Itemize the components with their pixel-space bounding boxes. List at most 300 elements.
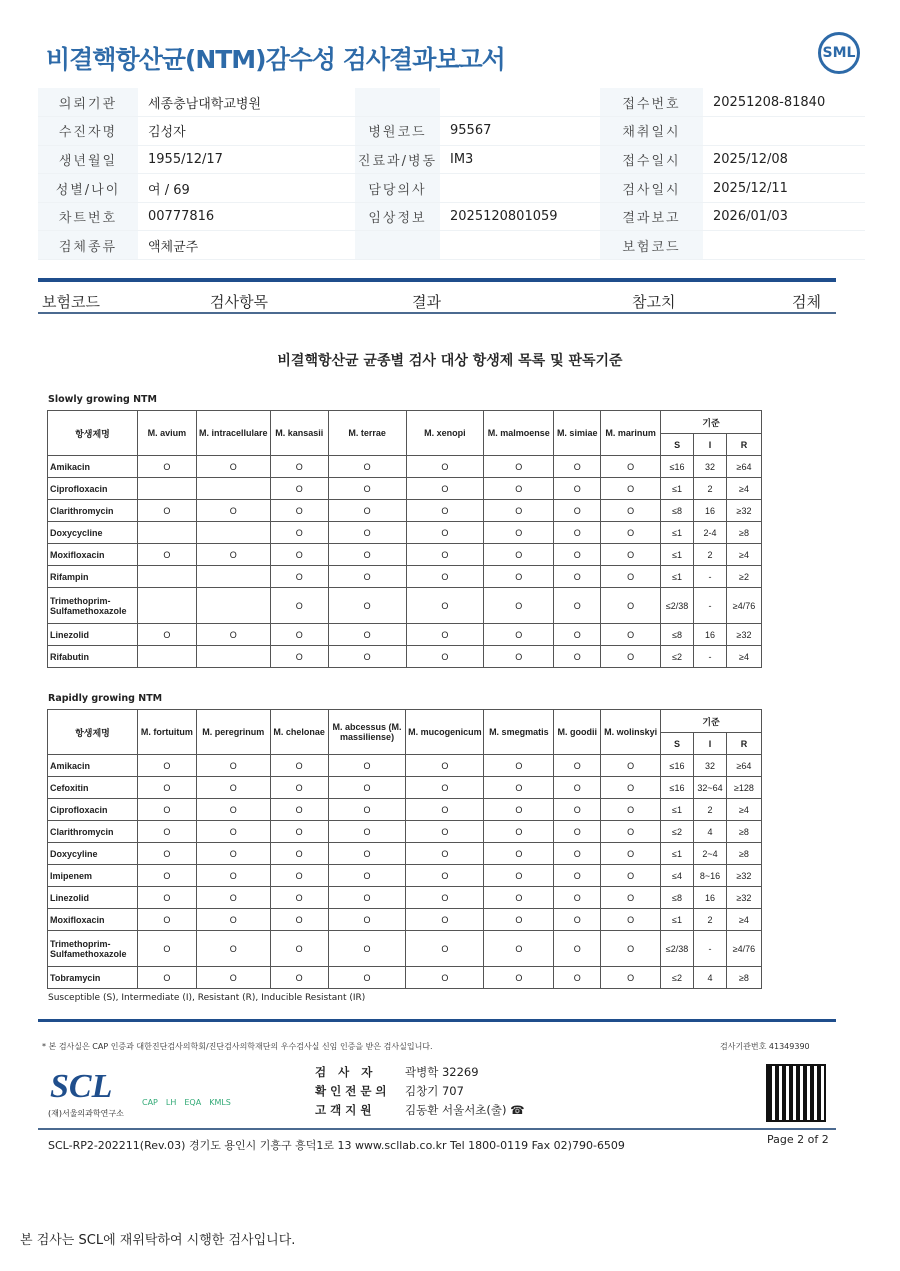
staff-label: 고객지원 — [315, 1103, 376, 1117]
species-header: M. mucogenicum — [406, 710, 484, 755]
header-result: 결과 — [412, 293, 441, 311]
test-mark — [137, 522, 196, 544]
antibiotic-name: Doxycyline — [48, 843, 138, 865]
test-mark: O — [554, 865, 601, 887]
breakpoint-s: ≤2 — [661, 967, 694, 989]
test-mark: O — [196, 544, 270, 566]
test-mark: O — [406, 843, 484, 865]
header-reference: 참고치 — [632, 293, 676, 311]
test-mark: O — [328, 522, 406, 544]
info-value: 20251208-81840 — [703, 88, 865, 117]
test-mark: O — [554, 478, 601, 500]
test-mark: O — [484, 588, 554, 624]
breakpoint-s: ≤16 — [661, 755, 694, 777]
test-mark: O — [137, 544, 196, 566]
antibiotic-name: Linezolid — [48, 887, 138, 909]
test-mark: O — [601, 799, 661, 821]
test-mark: O — [484, 500, 554, 522]
breakpoint-i: 2~4 — [693, 843, 726, 865]
breakpoint-i: 2 — [694, 478, 727, 500]
test-mark: O — [484, 755, 554, 777]
test-mark: O — [601, 522, 661, 544]
breakpoint-s: ≤1 — [661, 522, 694, 544]
test-mark: O — [270, 821, 328, 843]
test-mark: O — [601, 821, 661, 843]
info-value — [703, 231, 865, 260]
breakpoint-s: ≤1 — [661, 544, 694, 566]
rapid-caption: Rapidly growing NTM — [48, 693, 163, 704]
species-header: M. fortuitum — [137, 710, 196, 755]
test-mark: O — [554, 755, 601, 777]
breakpoint-r: ≥4 — [726, 799, 761, 821]
test-mark: O — [137, 624, 196, 646]
table-row — [48, 821, 762, 843]
breakpoint-r: ≥32 — [726, 887, 761, 909]
test-mark: O — [270, 624, 328, 646]
breakpoint-r: ≥2 — [726, 566, 761, 588]
breakpoint-i: 2 — [693, 909, 726, 931]
breakpoint-r: ≥128 — [726, 777, 761, 799]
breakpoint-i: 16 — [694, 500, 727, 522]
species-header: M. simiae — [554, 411, 601, 456]
test-mark: O — [270, 931, 328, 967]
info-value — [440, 88, 600, 117]
info-row — [38, 88, 865, 117]
test-mark: O — [328, 646, 406, 668]
cap-logo: CAP — [142, 1098, 158, 1107]
staff-value: 김동환 서울서초(출) ☎ — [405, 1103, 525, 1117]
test-mark: O — [601, 500, 661, 522]
test-mark: O — [406, 821, 484, 843]
lab-number: 검사기관번호 41349390 — [720, 1042, 810, 1051]
sir-header: S — [661, 733, 694, 755]
test-mark: O — [196, 843, 270, 865]
test-mark: O — [270, 755, 328, 777]
breakpoint-i: 16 — [694, 624, 727, 646]
antibiotic-name: Doxycycline — [48, 522, 138, 544]
test-mark: O — [554, 588, 601, 624]
test-mark: O — [137, 843, 196, 865]
qr-code — [768, 1066, 824, 1120]
test-mark: O — [554, 887, 601, 909]
test-mark: O — [484, 909, 554, 931]
legend-note: Susceptible (S), Intermediate (I), Resistant (R), Inducible Resistant (IR) — [48, 993, 366, 1003]
breakpoint-i: 4 — [693, 821, 726, 843]
info-label: 의뢰기관 — [38, 88, 138, 117]
staff-value: 곽병학 32269 — [405, 1065, 479, 1079]
breakpoint-r: ≥64 — [726, 456, 761, 478]
table-row — [48, 588, 762, 624]
test-mark: O — [406, 777, 484, 799]
info-label: 담당의사 — [355, 174, 440, 203]
info-value: 2025/12/08 — [703, 145, 865, 174]
breakpoint-i: 32~64 — [693, 777, 726, 799]
species-header: M. terrae — [328, 411, 406, 456]
test-mark — [137, 588, 196, 624]
antibiotic-name: Moxifloxacin — [48, 544, 138, 566]
test-mark: O — [328, 755, 406, 777]
test-mark: O — [554, 967, 601, 989]
breakpoint-s: ≤8 — [661, 500, 694, 522]
breakpoint-s: ≤8 — [661, 887, 694, 909]
test-mark: O — [406, 755, 484, 777]
test-mark: O — [196, 755, 270, 777]
test-mark: O — [137, 500, 196, 522]
sir-header: I — [693, 733, 726, 755]
test-mark: O — [554, 500, 601, 522]
table-row — [48, 865, 762, 887]
info-value: 95567 — [440, 117, 600, 146]
report-title: 비결핵항산균(NTM)감수성 검사결과보고서 — [46, 45, 505, 74]
test-mark: O — [270, 522, 328, 544]
test-mark: O — [484, 821, 554, 843]
test-mark: O — [554, 522, 601, 544]
test-mark: O — [554, 931, 601, 967]
breakpoint-i: 32 — [694, 456, 727, 478]
test-mark: O — [484, 931, 554, 967]
table-row — [48, 931, 762, 967]
antibiotic-name: Trimethoprim-Sulfamethoxazole — [48, 588, 138, 624]
info-label: 검사일시 — [600, 174, 703, 203]
antibiotic-name: Cefoxitin — [48, 777, 138, 799]
test-mark: O — [484, 887, 554, 909]
breakpoint-s: ≤1 — [661, 843, 694, 865]
antibiotic-name: Amikacin — [48, 456, 138, 478]
test-mark — [137, 478, 196, 500]
certification-note: * 본 검사실은 CAP 인증과 대한진단검사의학회/진단검사의학재단의 우수검사실 신임 인증을 받은 검사실입니다. — [42, 1042, 433, 1051]
test-mark: O — [406, 624, 484, 646]
test-mark — [196, 566, 270, 588]
info-label: 접수번호 — [600, 88, 703, 117]
antibiotic-name: Tobramycin — [48, 967, 138, 989]
breakpoint-r: ≥8 — [726, 522, 761, 544]
table-row — [48, 566, 762, 588]
test-mark: O — [196, 456, 270, 478]
rapid-ntm-table — [47, 709, 762, 989]
test-mark: O — [328, 865, 406, 887]
info-row — [38, 231, 865, 260]
breakpoint-s: ≤2 — [661, 646, 694, 668]
species-header: M. avium — [137, 411, 196, 456]
test-mark: O — [554, 646, 601, 668]
breakpoint-i: - — [693, 931, 726, 967]
info-value: 1955/12/17 — [138, 145, 355, 174]
test-mark: O — [601, 544, 661, 566]
breakpoint-r: ≥4 — [726, 646, 761, 668]
breakpoint-s: ≤2/38 — [661, 588, 694, 624]
antibiotic-name: Imipenem — [48, 865, 138, 887]
test-mark: O — [484, 865, 554, 887]
info-value — [440, 231, 600, 260]
breakpoint-s: ≤16 — [661, 456, 694, 478]
info-label — [355, 231, 440, 260]
breakpoint-i: 16 — [693, 887, 726, 909]
divider — [38, 1128, 836, 1130]
table-row — [48, 843, 762, 865]
test-mark: O — [328, 456, 406, 478]
breakpoint-s: ≤2 — [661, 821, 694, 843]
divider — [38, 1019, 836, 1022]
test-mark: O — [484, 566, 554, 588]
info-label: 채취일시 — [600, 117, 703, 146]
breakpoint-r: ≥4 — [726, 909, 761, 931]
test-mark: O — [601, 646, 661, 668]
test-mark: O — [484, 843, 554, 865]
info-label: 보험코드 — [600, 231, 703, 260]
test-mark: O — [196, 821, 270, 843]
breakpoint-i: 8~16 — [693, 865, 726, 887]
table-row — [48, 646, 762, 668]
test-mark: O — [484, 967, 554, 989]
table-row — [48, 967, 762, 989]
test-mark: O — [270, 646, 328, 668]
test-mark: O — [601, 967, 661, 989]
test-mark: O — [406, 799, 484, 821]
test-mark: O — [196, 967, 270, 989]
test-mark: O — [137, 865, 196, 887]
species-header: M. peregrinum — [196, 710, 270, 755]
test-mark: O — [601, 887, 661, 909]
test-mark: O — [328, 967, 406, 989]
test-mark: O — [601, 931, 661, 967]
test-mark: O — [270, 843, 328, 865]
info-value — [440, 174, 600, 203]
test-mark: O — [196, 624, 270, 646]
info-row — [38, 202, 865, 231]
breakpoint-r: ≥4 — [726, 544, 761, 566]
result-header — [38, 290, 836, 314]
info-row — [38, 145, 865, 174]
test-mark: O — [328, 887, 406, 909]
test-mark: O — [196, 931, 270, 967]
header-code: 보험코드 — [42, 293, 100, 311]
table-row — [48, 500, 762, 522]
test-mark: O — [484, 522, 554, 544]
antibiotic-header: 항생제명 — [48, 411, 138, 456]
test-mark — [137, 646, 196, 668]
table-row — [48, 544, 762, 566]
test-mark: O — [406, 967, 484, 989]
info-row — [38, 117, 865, 146]
sir-header: I — [694, 434, 727, 456]
antibiotic-name: Clarithromycin — [48, 821, 138, 843]
test-mark: O — [137, 887, 196, 909]
scl-logo: SCL — [50, 1068, 113, 1105]
test-mark: O — [406, 456, 484, 478]
breakpoint-i: - — [694, 566, 727, 588]
info-value: 여 / 69 — [138, 174, 355, 203]
breakpoint-i: 2 — [694, 544, 727, 566]
breakpoint-s: ≤1 — [661, 566, 694, 588]
test-mark: O — [554, 909, 601, 931]
test-mark: O — [137, 821, 196, 843]
species-header: M. chelonae — [270, 710, 328, 755]
test-mark: O — [554, 624, 601, 646]
breakpoint-r: ≥4/76 — [726, 931, 761, 967]
info-value: 세종충남대학교병원 — [138, 88, 355, 117]
test-mark: O — [137, 909, 196, 931]
info-label: 진료과/병동 — [355, 145, 440, 174]
test-mark: O — [196, 500, 270, 522]
species-header: M. malmoense — [484, 411, 554, 456]
test-mark: O — [601, 777, 661, 799]
test-mark: O — [270, 478, 328, 500]
breakpoint-i: 32 — [693, 755, 726, 777]
test-mark: O — [406, 909, 484, 931]
accreditation-logos — [142, 1098, 231, 1107]
table-row — [48, 624, 762, 646]
test-mark: O — [137, 799, 196, 821]
species-header: M. abcessus (M. massiliense) — [328, 710, 406, 755]
breakpoint-s: ≤4 — [661, 865, 694, 887]
test-mark: O — [328, 544, 406, 566]
species-header: M. xenopi — [406, 411, 484, 456]
test-mark: O — [137, 777, 196, 799]
table-row — [48, 799, 762, 821]
info-value — [703, 117, 865, 146]
test-mark: O — [196, 887, 270, 909]
kmls-logo: KMLS — [209, 1098, 231, 1107]
breakpoint-r: ≥32 — [726, 865, 761, 887]
species-header: M. goodii — [554, 710, 601, 755]
page-number: Page 2 of 2 — [767, 1133, 829, 1146]
breakpoint-s: ≤8 — [661, 624, 694, 646]
breakpoint-i: - — [694, 588, 727, 624]
test-mark: O — [484, 544, 554, 566]
test-mark: O — [554, 821, 601, 843]
scl-name: (재)서울의과학연구소 — [48, 1109, 124, 1118]
info-label: 임상정보 — [355, 202, 440, 231]
test-mark: O — [328, 588, 406, 624]
info-value: 2026/01/03 — [703, 202, 865, 231]
info-value: 김성자 — [138, 117, 355, 146]
species-header: M. smegmatis — [484, 710, 554, 755]
test-mark: O — [554, 777, 601, 799]
test-mark: O — [601, 865, 661, 887]
test-mark: O — [328, 843, 406, 865]
criteria-header: 기준 — [661, 710, 762, 733]
test-mark: O — [406, 588, 484, 624]
test-mark: O — [328, 478, 406, 500]
test-mark: O — [406, 478, 484, 500]
breakpoint-i: - — [694, 646, 727, 668]
test-mark: O — [137, 967, 196, 989]
test-mark: O — [484, 646, 554, 668]
breakpoint-s: ≤1 — [661, 478, 694, 500]
table-row — [48, 777, 762, 799]
info-value: IM3 — [440, 145, 600, 174]
table-row — [48, 522, 762, 544]
info-label: 결과보고 — [600, 202, 703, 231]
info-label: 차트번호 — [38, 202, 138, 231]
breakpoint-r: ≥4 — [726, 478, 761, 500]
test-mark: O — [270, 865, 328, 887]
test-mark: O — [484, 478, 554, 500]
test-mark: O — [328, 566, 406, 588]
test-mark: O — [270, 566, 328, 588]
test-mark: O — [554, 544, 601, 566]
patient-info-table — [38, 88, 865, 260]
header-item: 검사항목 — [210, 293, 268, 311]
test-mark: O — [137, 456, 196, 478]
breakpoint-i: 2 — [693, 799, 726, 821]
test-mark: O — [601, 909, 661, 931]
test-mark: O — [328, 777, 406, 799]
lh-logo: LH — [165, 1098, 177, 1107]
antibiotic-name: Rifampin — [48, 566, 138, 588]
staff-label: 검 사 자 — [315, 1065, 377, 1079]
sir-header: R — [726, 733, 761, 755]
test-mark: O — [196, 909, 270, 931]
test-mark: O — [601, 456, 661, 478]
test-mark — [196, 522, 270, 544]
header-specimen: 검체 — [792, 293, 821, 311]
slow-ntm-table — [47, 410, 762, 668]
test-mark: O — [406, 646, 484, 668]
table-row — [48, 755, 762, 777]
antibiotic-header: 항생제명 — [48, 710, 138, 755]
test-mark — [196, 588, 270, 624]
breakpoint-i: 4 — [693, 967, 726, 989]
test-mark: O — [601, 624, 661, 646]
test-mark: O — [196, 799, 270, 821]
test-mark: O — [328, 799, 406, 821]
table-row — [48, 909, 762, 931]
info-label: 생년월일 — [38, 145, 138, 174]
species-header: M. wolinskyi — [601, 710, 661, 755]
test-mark: O — [484, 456, 554, 478]
test-mark: O — [601, 588, 661, 624]
test-mark: O — [406, 865, 484, 887]
criteria-header: 기준 — [661, 411, 762, 434]
breakpoint-r: ≥8 — [726, 967, 761, 989]
breakpoint-i: 2-4 — [694, 522, 727, 544]
test-mark: O — [554, 799, 601, 821]
breakpoint-s: ≤1 — [661, 799, 694, 821]
antibiotic-name: Amikacin — [48, 755, 138, 777]
antibiotic-name: Clarithromycin — [48, 500, 138, 522]
footer-address: SCL-RP2-202211(Rev.03) 경기도 용인시 기흥구 흥덕1로 13 www.scllab.co.kr Tel 1800-0119 Fax 02)790-6509 — [48, 1139, 625, 1152]
info-row — [38, 174, 865, 203]
test-mark: O — [554, 456, 601, 478]
info-label: 수진자명 — [38, 117, 138, 146]
test-mark: O — [270, 909, 328, 931]
bottom-note: 본 검사는 SCL에 재위탁하여 시행한 검사입니다. — [20, 1233, 296, 1248]
sir-header: S — [661, 434, 694, 456]
table-row — [48, 478, 762, 500]
table-row — [48, 456, 762, 478]
antibiotic-name: Moxifloxacin — [48, 909, 138, 931]
staff-value: 김창기 707 — [405, 1084, 464, 1098]
breakpoint-r: ≥32 — [726, 500, 761, 522]
staff-label: 확인전문의 — [315, 1084, 391, 1098]
test-mark: O — [601, 566, 661, 588]
test-mark: O — [328, 931, 406, 967]
test-mark: O — [270, 588, 328, 624]
info-label: 접수일시 — [600, 145, 703, 174]
test-mark: O — [137, 931, 196, 967]
test-mark: O — [270, 777, 328, 799]
test-mark — [137, 566, 196, 588]
test-mark: O — [406, 544, 484, 566]
test-mark: O — [601, 843, 661, 865]
info-label: 검체종류 — [38, 231, 138, 260]
eqa-logo: EQA — [184, 1098, 202, 1107]
species-header: M. marinum — [601, 411, 661, 456]
test-mark: O — [270, 544, 328, 566]
test-mark: O — [406, 566, 484, 588]
info-value: 00777816 — [138, 202, 355, 231]
